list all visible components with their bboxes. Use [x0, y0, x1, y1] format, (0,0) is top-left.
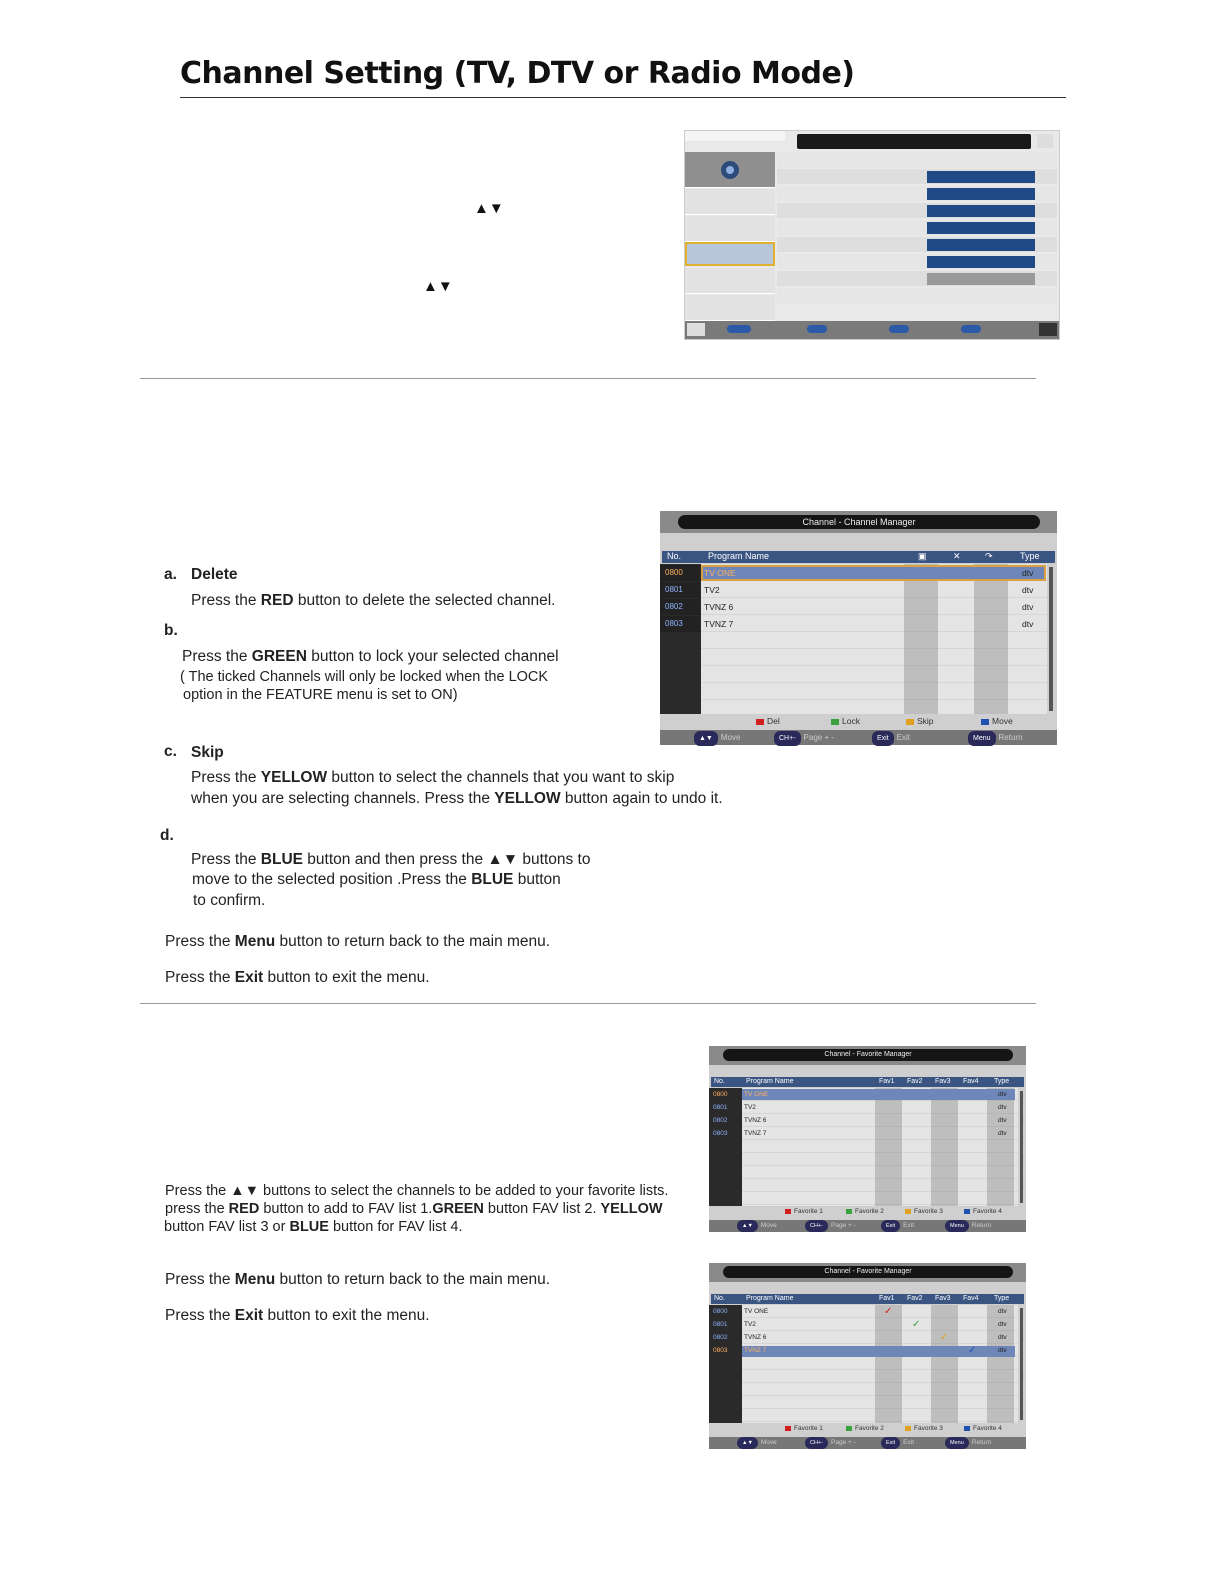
cell-number: 0802	[660, 599, 700, 615]
value-bar-disabled	[927, 273, 1035, 285]
item-a-title: Delete	[191, 566, 238, 583]
col-type: Type	[1020, 551, 1040, 561]
footer-pill	[889, 325, 909, 333]
item-c-letter: c.	[164, 743, 177, 760]
item-d-text: to confirm.	[193, 892, 266, 909]
page-title: Channel Setting (TV, DTV or Radio Mode)	[180, 56, 855, 91]
cell-type: dtv	[998, 1347, 1007, 1354]
cell-number: 0800	[660, 565, 700, 581]
value-bar	[927, 222, 1035, 234]
table-row[interactable]	[709, 1128, 1018, 1140]
fm-footer	[709, 1220, 1026, 1232]
footer-return: Menu Return	[945, 1437, 991, 1449]
menu-tab-channel	[685, 152, 775, 188]
fm-scrollbar[interactable]	[1020, 1308, 1023, 1420]
item-c-title: Skip	[191, 744, 224, 761]
cm-scrollbar[interactable]	[1049, 567, 1053, 711]
fav2-check-icon: ✓	[912, 1319, 921, 1330]
col-no: No.	[667, 551, 682, 561]
menu-tab	[685, 189, 775, 215]
section-divider	[140, 1003, 1036, 1004]
legend-lock: Lock	[831, 716, 860, 726]
col-fav3: Fav3	[935, 1295, 951, 1302]
legend-fav2: Favorite 2	[846, 1208, 884, 1215]
table-row[interactable]	[709, 1345, 1018, 1357]
cell-type: dtv	[998, 1308, 1007, 1315]
table-row[interactable]	[709, 1102, 1018, 1114]
cell-name: TVNZ 6	[744, 1117, 767, 1124]
cell-name: TV ONE	[704, 568, 736, 578]
up-down-arrows: ▲▼	[423, 278, 453, 295]
fav4-check-icon: ✓	[968, 1345, 977, 1356]
fm-title: Channel - Favorite Manager	[723, 1266, 1013, 1278]
footer-return: Menu Return	[968, 730, 1023, 746]
table-row[interactable]	[709, 1089, 1018, 1101]
col-no: No.	[714, 1295, 725, 1302]
footer-pill	[807, 325, 827, 333]
col-program-name: Program Name	[746, 1078, 794, 1085]
footer-exit: Exit Exit	[881, 1220, 914, 1232]
menu-title-bar	[797, 134, 1031, 149]
legend-move: Move	[981, 716, 1013, 726]
cell-type: dtv	[998, 1130, 1007, 1137]
cell-number: 0802	[713, 1117, 728, 1124]
cell-type: dtv	[998, 1321, 1007, 1328]
menu-tab	[685, 268, 775, 294]
col-fav4: Fav4	[963, 1295, 979, 1302]
cell-name: TVNZ 6	[744, 1334, 767, 1341]
fav-instruction-3: button FAV list 3 or BLUE button for FAV list 4.	[164, 1219, 463, 1235]
cell-type: dtv	[998, 1104, 1007, 1111]
cm-column-header	[662, 551, 1055, 563]
legend-fav3: Favorite 3	[905, 1425, 943, 1432]
cell-name: TV2	[704, 585, 720, 595]
cell-type: dtv	[1022, 585, 1034, 595]
col-program-name: Program Name	[708, 551, 770, 561]
legend-fav4: Favorite 4	[964, 1425, 1002, 1432]
cell-number: 0803	[660, 616, 700, 632]
table-row[interactable]	[709, 1306, 1018, 1318]
col-type: Type	[994, 1295, 1010, 1302]
title-divider	[180, 97, 1066, 98]
table-row[interactable]	[709, 1332, 1018, 1344]
col-fav2: Fav2	[907, 1078, 923, 1085]
cell-name: TVNZ 7	[704, 619, 734, 629]
favorite-manager-screenshot-result	[709, 1263, 1026, 1449]
item-b-text: Press the GREEN button to lock your selected channel	[182, 648, 559, 665]
menu-instruction: Press the Menu button to return back to the main menu.	[165, 1271, 551, 1288]
exit-instruction: Press the Exit button to exit the menu.	[165, 1307, 430, 1324]
fm-title: Channel - Favorite Manager	[723, 1049, 1013, 1061]
cell-number: 0801	[713, 1104, 728, 1111]
footer-move: ▲▼ Move	[694, 730, 740, 746]
fav1-check-icon: ✓	[884, 1306, 893, 1317]
col-fav4: Fav4	[963, 1078, 979, 1085]
footer-exit: Exit Exit	[872, 730, 910, 746]
footer-page: CH+- Page + -	[805, 1220, 856, 1232]
item-d-letter: d.	[160, 827, 174, 844]
menu-tab	[685, 295, 775, 321]
item-c-text: when you are selecting channels. Press the YELLOW button again to undo it.	[191, 790, 723, 807]
menu-row	[777, 288, 1057, 303]
menu-row	[777, 153, 1057, 168]
fm-column-header	[711, 1294, 1024, 1304]
menu-instruction: Press the Menu button to return back to the main menu.	[165, 933, 551, 950]
footer-icon-left	[687, 323, 705, 336]
value-bar	[927, 188, 1035, 200]
cell-number: 0800	[713, 1308, 728, 1315]
section-divider	[140, 378, 1036, 379]
footer-return: Menu Return	[945, 1220, 991, 1232]
fav-instruction-1: Press the ▲▼ buttons to select the channels to be added to your favorite lists.	[165, 1183, 669, 1199]
footer-move: ▲▼ Move	[737, 1220, 777, 1232]
col-fav3: Fav3	[935, 1078, 951, 1085]
cell-name: TV ONE	[744, 1308, 769, 1315]
footer-pill	[961, 325, 981, 333]
cell-type: dtv	[1022, 602, 1034, 612]
cell-number: 0801	[713, 1321, 728, 1328]
cell-name: TVNZ 6	[704, 602, 734, 612]
col-delete: ✕	[953, 551, 961, 561]
item-c-text: Press the YELLOW button to select the channels that you want to skip	[191, 769, 675, 786]
cell-type: dtv	[1022, 568, 1034, 578]
cm-footer	[660, 730, 1057, 745]
table-row[interactable]	[709, 1115, 1018, 1127]
footer-pill	[727, 325, 751, 333]
legend-fav1: Favorite 1	[785, 1425, 823, 1432]
footer-move: ▲▼ Move	[737, 1437, 777, 1449]
item-d-text: move to the selected position .Press the BLUE button	[192, 871, 561, 888]
col-fav1: Fav1	[879, 1078, 895, 1085]
cell-name: TV2	[744, 1321, 756, 1328]
cell-type: dtv	[1022, 619, 1034, 629]
footer-page: CH+- Page + -	[774, 730, 834, 746]
table-row[interactable]	[660, 616, 1046, 632]
setup-menu-screenshot	[684, 130, 1060, 340]
menu-top-left	[685, 131, 785, 141]
item-b-letter: b.	[164, 622, 178, 639]
legend-skip: Skip	[906, 716, 934, 726]
table-row[interactable]	[709, 1319, 1018, 1331]
legend-fav4: Favorite 4	[964, 1208, 1002, 1215]
item-d-text: Press the BLUE button and then press the ▲▼ buttons to	[191, 851, 591, 868]
item-a-text: Press the RED button to delete the selected channel.	[191, 592, 556, 609]
lock-icon: ▣	[918, 551, 927, 561]
legend-fav3: Favorite 3	[905, 1208, 943, 1215]
menu-tab-selected	[685, 242, 775, 266]
fav-instruction-2: press the RED button to add to FAV list 1.GREEN button FAV list 2. YELLOW	[165, 1201, 663, 1217]
footer-icon-right	[1039, 323, 1057, 336]
up-down-arrows: ▲▼	[474, 200, 504, 217]
cm-title: Channel - Channel Manager	[678, 515, 1040, 529]
exit-instruction: Press the Exit button to exit the menu.	[165, 969, 430, 986]
cell-number: 0803	[713, 1130, 728, 1137]
channel-manager-screenshot	[660, 511, 1057, 745]
value-bar	[927, 205, 1035, 217]
value-bar	[927, 239, 1035, 251]
item-b-note: option in the FEATURE menu is set to ON)	[183, 687, 458, 703]
col-fav1: Fav1	[879, 1295, 895, 1302]
cell-number: 0803	[713, 1347, 728, 1354]
favorite-manager-screenshot	[709, 1046, 1026, 1232]
cell-name: TV ONE	[744, 1091, 769, 1098]
menu-footer	[685, 321, 1059, 339]
satellite-dish-icon	[685, 152, 775, 187]
cell-number: 0801	[660, 582, 700, 598]
cell-name: TVNZ 7	[744, 1347, 767, 1354]
cell-number: 0802	[713, 1334, 728, 1341]
cell-type: dtv	[998, 1334, 1007, 1341]
legend-del: Del	[756, 716, 780, 726]
footer-page: CH+- Page + -	[805, 1437, 856, 1449]
item-b-note: ( The ticked Channels will only be locked when the LOCK	[180, 669, 549, 685]
table-row[interactable]	[660, 599, 1046, 615]
menu-corner-icon	[1037, 134, 1053, 148]
cell-number: 0800	[713, 1091, 728, 1098]
legend-fav1: Favorite 1	[785, 1208, 823, 1215]
cell-type: dtv	[998, 1091, 1007, 1098]
table-row[interactable]	[660, 582, 1046, 598]
skip-icon: ↷	[985, 551, 993, 561]
selection-highlight	[701, 565, 1046, 581]
item-a-letter: a.	[164, 566, 177, 583]
value-bar	[927, 256, 1035, 268]
value-bar	[927, 171, 1035, 183]
cell-type: dtv	[998, 1117, 1007, 1124]
col-program-name: Program Name	[746, 1295, 794, 1302]
col-fav2: Fav2	[907, 1295, 923, 1302]
menu-tab	[685, 216, 775, 242]
fm-scrollbar[interactable]	[1020, 1091, 1023, 1203]
cell-name: TV2	[744, 1104, 756, 1111]
footer-exit: Exit Exit	[881, 1437, 914, 1449]
fm-column-header	[711, 1077, 1024, 1087]
cell-name: TVNZ 7	[744, 1130, 767, 1137]
fav3-check-icon: ✓	[940, 1332, 949, 1343]
fm-footer	[709, 1437, 1026, 1449]
col-type: Type	[994, 1078, 1010, 1085]
col-no: No.	[714, 1078, 725, 1085]
table-row[interactable]	[660, 565, 1046, 581]
legend-fav2: Favorite 2	[846, 1425, 884, 1432]
